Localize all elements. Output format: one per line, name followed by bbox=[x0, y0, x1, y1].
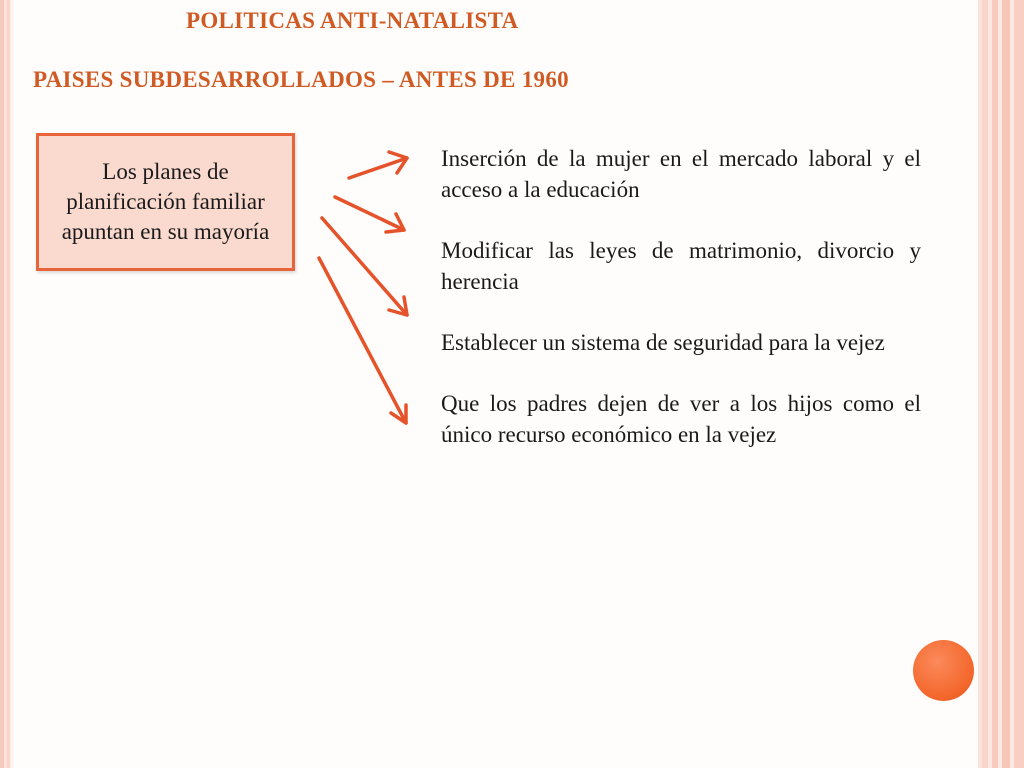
family-planning-box-text: Los planes de planificación familiar apuntan en su mayoría bbox=[61, 159, 270, 244]
list-item: Que los padres dejen de ver a los hijos como el único recurso económico en la vejez bbox=[441, 391, 921, 447]
slide-title: POLITICAS ANTI-NATALISTA bbox=[186, 8, 519, 33]
right-decorative-border bbox=[978, 0, 1024, 768]
measures-list bbox=[441, 143, 921, 480]
arrow-3 bbox=[322, 218, 407, 315]
family-planning-box bbox=[36, 133, 295, 271]
list-item: Establecer un sistema de seguridad para la vejez bbox=[441, 330, 885, 355]
decorative-circle bbox=[913, 640, 974, 701]
left-decorative-border bbox=[0, 0, 13, 768]
list-item: Inserción de la mujer en el mercado laboral y el acceso a la educación bbox=[441, 146, 921, 202]
list-item: Modificar las leyes de matrimonio, divorcio y herencia bbox=[441, 238, 921, 294]
arrow-2 bbox=[335, 197, 404, 232]
arrow-4 bbox=[319, 258, 406, 423]
slide-subtitle: PAISES SUBDESARROLLADOS – ANTES DE 1960 bbox=[33, 67, 569, 92]
arrow-1 bbox=[349, 152, 407, 178]
